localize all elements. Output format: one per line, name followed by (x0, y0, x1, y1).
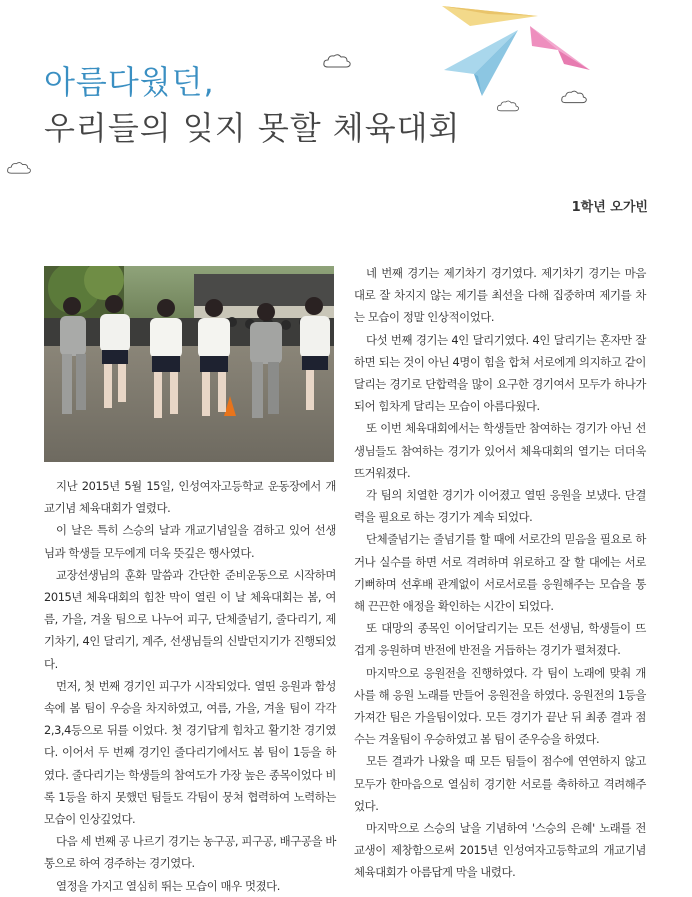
paragraph: 마지막으로 스승의 날을 기념하여 '스승의 은혜' 노래를 전교생이 제창함으로써 2015년 인성여자고등학교의 개교기념체육대회가 아름답게 막을 내렸다. (354, 821, 646, 880)
paragraph: 마지막으로 응원전을 진행하였다. 각 팀이 노래에 맞춰 개사를 해 응원 노래를 만들어 응원전을 하였다. 응원전의 1등을 가져간 팀은 가을팀이었다. 모든 경기가 끝난 뒤 최종 결과 점수는 겨울팀이 우승하였고 봄 팀이 준우승을 하였다. (354, 665, 646, 747)
paragraph: 먼저, 첫 번째 경기인 피구가 시작되었다. 열띤 응원과 함성 속에 봄 팀이 우승을 차지하였고, 여름, 가을, 겨울 팀이 각각 2,3,4등으로 뒤를 이었다. 첫 경기답게 힘차고 활기찬 경기였다. 이어서 두 번째 경기인 줄다리기에서도 봄 팀이 1등을 하였다. 줄다리기는 학생들의 참여도가 가장 높은 종목이었다 비록 1등을 하지 못했던 팀들도 각팀이 뭉쳐 협력하여 노력하는 모습이 인상깊었다. (44, 678, 336, 827)
paper-plane-yellow-icon (440, 0, 540, 30)
paragraph: 다섯 번째 경기는 4인 달리기였다. 4인 달리기는 혼자만 잘 하면 되는 것이 아닌 4명이 힘을 합쳐 서로에게 의지하고 같이 달리는 경기로 단합력을 많이 요구한 경기여서 모두가 하나가되어 힘차게 달리는 모습이 아름다웠다. (354, 332, 646, 414)
right-column (354, 262, 646, 884)
paragraph: 단체줄넘기는 줄넘기를 할 때에 서로간의 믿음을 필요로 하거나 실수를 하면 서로 격려하며 위로하고 잘 할 대에는 서로 기뻐하며 선후배 관계없이 서로서로를 응원해주는 모습을 통해 끈끈한 애정을 확인하는 시간이 되었다. (354, 532, 646, 614)
paragraph: 지난 2015년 5월 15일, 인성여자고등학교 운동장에서 개교기념 체육대회가 열렸다. (44, 479, 336, 516)
paper-plane-blue-icon (440, 28, 520, 98)
paragraph: 이 날은 특히 스승의 날과 개교기념일을 겸하고 있어 선생님과 학생들 모두에게 더욱 뜻깊은 행사였다. (44, 523, 336, 560)
paragraph: 교장선생님의 훈화 말씀과 간단한 준비운동으로 시작하며 2015년 체육대회의 힘찬 막이 열린 이 날 체육대회는 봄, 여름, 가을, 겨울 팀으로 나누어 피구, 단체줄넘기, 줄다리기, 제기차기, 4인 달리기, 계주, 선생님들의 신발던지기가 진행되었다. (44, 567, 336, 671)
title-line-2: 우리들의 잊지 못할 체육대회 (44, 109, 461, 147)
paragraph: 모든 결과가 나왔을 때 모든 팀들이 점수에 연연하지 않고 모두가 한마음으로 열심히 경기한 서로를 축하하고 격려해주었다. (354, 754, 646, 813)
author-byline: 1학년 오가빈 (571, 200, 648, 215)
paragraph: 열정을 가지고 열심히 뛰는 모습이 매우 멋졌다. (56, 878, 281, 893)
paragraph: 네 번째 경기는 제기차기 경기였다. 제기차기 경기는 마음대로 잘 차지지 않는 제기를 최선을 다해 집중하며 제기를 차는 모습이 정말 인상적이었다. (354, 266, 646, 325)
paper-plane-pink-icon (528, 24, 592, 74)
left-column (44, 475, 336, 897)
running-students-image (44, 266, 334, 462)
cloud-icon (322, 52, 352, 70)
cloud-icon (6, 160, 32, 176)
paragraph: 또 이번 체육대회에서는 학생들만 참여하는 경기가 아닌 선생님들도 참여하는 경기가 있어서 체육대회의 열기는 더더욱 뜨거워졌다. (354, 421, 646, 480)
paragraph: 다음 세 번째 공 나르기 경기는 농구공, 피구공, 배구공을 바통으로 하여 경주하는 경기였다. (44, 834, 336, 871)
paragraph: 또 대망의 종목인 이어달리기는 모든 선생님, 학생들이 뜨겁게 응원하며 반전에 반전을 거듭하는 경기가 펼쳐졌다. (354, 621, 646, 658)
title-line-1: 아름다웠던, (44, 63, 215, 101)
paragraph: 각 팀의 치열한 경기가 이어졌고 열띤 응원을 보냈다. 단결력을 필요로 하는 경기가 계속 되었다. (354, 488, 646, 525)
sports-day-photo (44, 266, 334, 462)
cloud-icon (560, 88, 588, 106)
cloud-icon (496, 98, 520, 114)
